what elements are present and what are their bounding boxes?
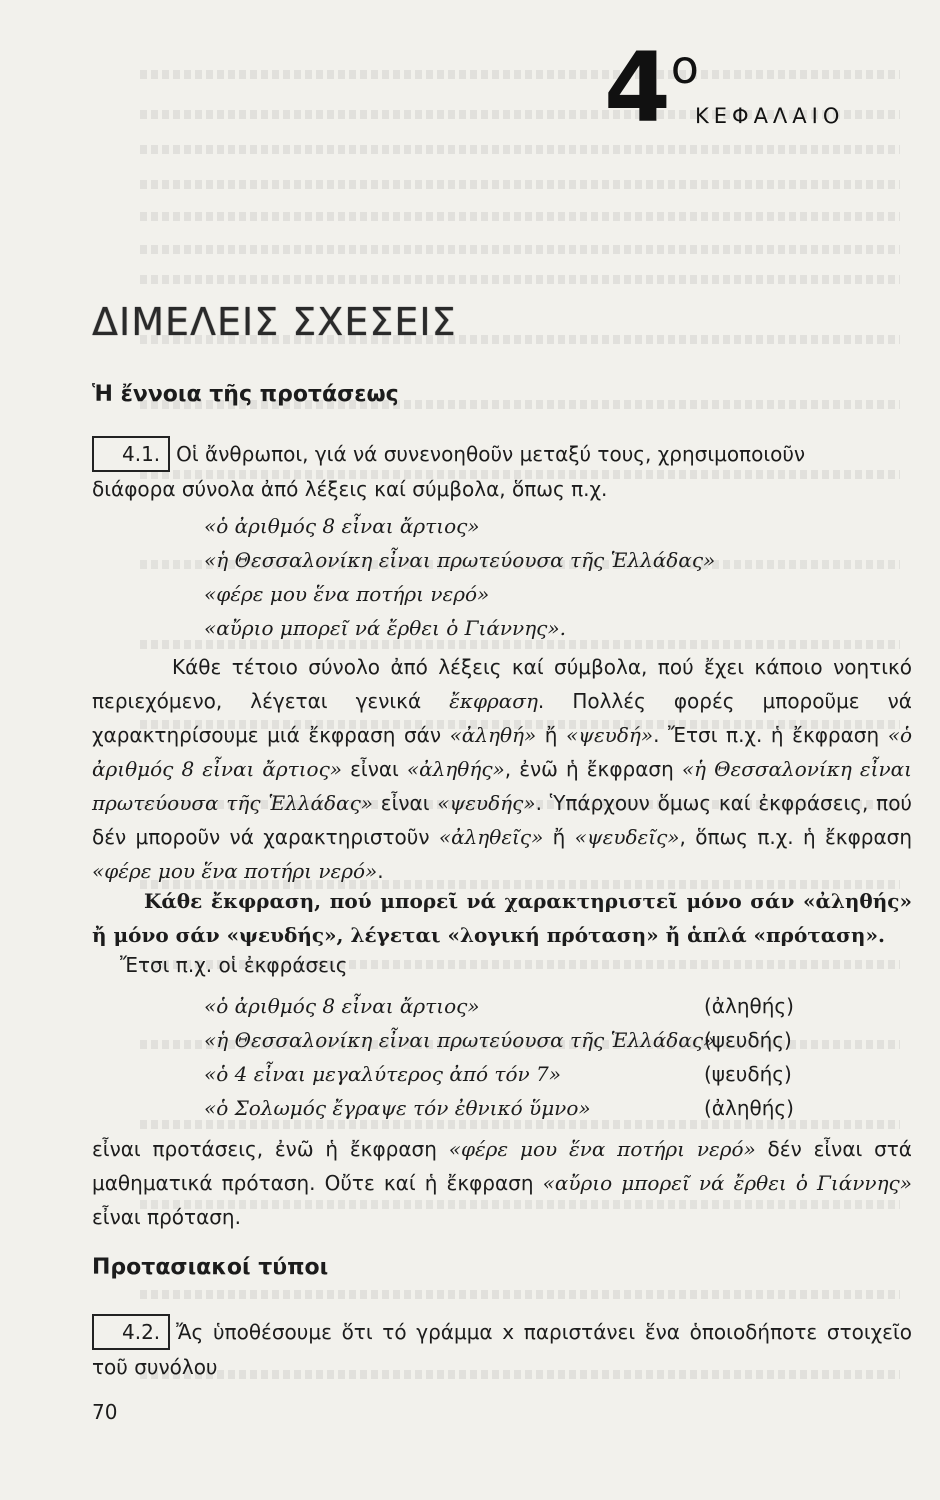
example-2: «ἡ Θεσσαλονίκη εἶναι πρωτεύουσα τῆς Ἑλλάδας» xyxy=(204,548,716,572)
section1-heading: Ἡ ἔννοια τῆς προτάσεως xyxy=(92,382,399,407)
section1-intro-rest: διάφορα σύνολα ἀπό λέξεις καί σύμβολα, ὅπως π.χ. xyxy=(92,477,608,501)
example-1: «ὁ ἀριθμός 8 εἶναι ἄρτιος» xyxy=(204,514,480,538)
section1-intro xyxy=(92,436,912,506)
chapter-word: ΚΕΦΑΛΑΙΟ xyxy=(695,104,845,128)
section1-number: 4.1. xyxy=(92,436,170,472)
paragraph-3-intro: Ἔτσι π.χ. οἱ ἐκφράσεις xyxy=(120,953,348,977)
definition: Κάθε ἔκφραση, πού μπορεῖ νά χαρακτηριστεῖ μόνο σάν «ἀληθής» ἤ μόνο σάν «ψευδής», λέγεται «λογική πρόταση» ἤ ἁπλά «πρόταση». xyxy=(92,889,912,947)
chapter-superscript: ο xyxy=(670,40,699,94)
section2-number: 4.2. xyxy=(92,1314,170,1350)
paragraph-4: εἶναι προτάσεις, ἐνῶ ἡ ἔκφραση «φέρε μου ἕνα ποτήρι νερό» δέν εἶναι στά μαθηματικά πρόταση. Οὔτε καί ἡ ἔκφραση «αὔριο μπορεῖ νά ἔρθει ὁ Γιάννης» εἶναι πρόταση. xyxy=(92,1137,912,1229)
truth-example-3: «ὁ 4 εἶναι μεγαλύτερος ἀπό τόν 7» xyxy=(204,1062,561,1086)
example-3: «φέρε μου ἕνα ποτήρι νερό» xyxy=(204,582,490,606)
truth-value-2: (ψευδής) xyxy=(704,1028,792,1052)
section2-text: 4.2. Ἄς ὑποθέσουμε ὅτι τό γράμμα x παριστάνει ἕνα ὁποιοδήποτε στοιχεῖο τοῦ συνόλου xyxy=(92,1314,912,1384)
truth-value-3: (ψευδής) xyxy=(704,1062,792,1086)
truth-example-1: «ὁ ἀριθμός 8 εἶναι ἄρτιος» xyxy=(204,994,480,1018)
truth-example-4: «ὁ Σολωμός ἔγραψε τόν ἐθνικό ὕμνο» xyxy=(204,1096,591,1120)
truth-value-1: (ἀληθής) xyxy=(704,994,794,1018)
example-4: «αὔριο μπορεῖ νά ἔρθει ὁ Γιάννης». xyxy=(204,616,566,640)
chapter-number: $4^o$ xyxy=(604,32,699,144)
section2-heading: Προτασιακοί τύποι xyxy=(92,1255,329,1280)
page-number: 70 xyxy=(92,1400,118,1424)
page-title: ΔΙΜΕΛΕΙΣ ΣΧΕΣΕΙΣ xyxy=(92,300,457,344)
truth-example-2: «ἡ Θεσσαλονίκη εἶναι πρωτεύουσα τῆς Ἑλλάδας» xyxy=(204,1028,716,1052)
section1-intro-first: Οἱ ἄνθρωποι, γιά νά συνενοηθοῦν μεταξύ τους, χρησιμοποιοῦν xyxy=(176,442,806,466)
truth-value-4: (ἀληθής) xyxy=(704,1096,794,1120)
paragraph-2: Κάθε τέτοιο σύνολο ἀπό λέξεις καί σύμβολα, πού ἔχει κάποιο νοητικό περιεχόμενο, λέγεται γενικά ἔκφραση. Πολλές φορές μποροῦμε νά χαρακτηρίσουμε μιά ἔκφραση σάν «ἀληθή» ἤ «ψευδή». Ἔτσι π.χ. ἡ ἔκφραση «ὁ ἀριθμός 8 εἶναι ἄρτιος» εἶναι «ἀληθής», ἐνῶ ἡ ἔκφραση «ἡ Θεσσαλονίκη εἶναι πρωτεύουσα τῆς Ἑλλάδας» εἶναι «ψευδής». Ὑπάρχουν ὅμως καί ἐκφράσεις, πού δέν μποροῦν νά χαρακτηριστοῦν «ἀληθεῖς» ἤ «ψευδεῖς», ὅπως π.χ. ἡ ἔκφραση «φέρε μου ἕνα ποτήρι νερό». xyxy=(92,655,913,883)
